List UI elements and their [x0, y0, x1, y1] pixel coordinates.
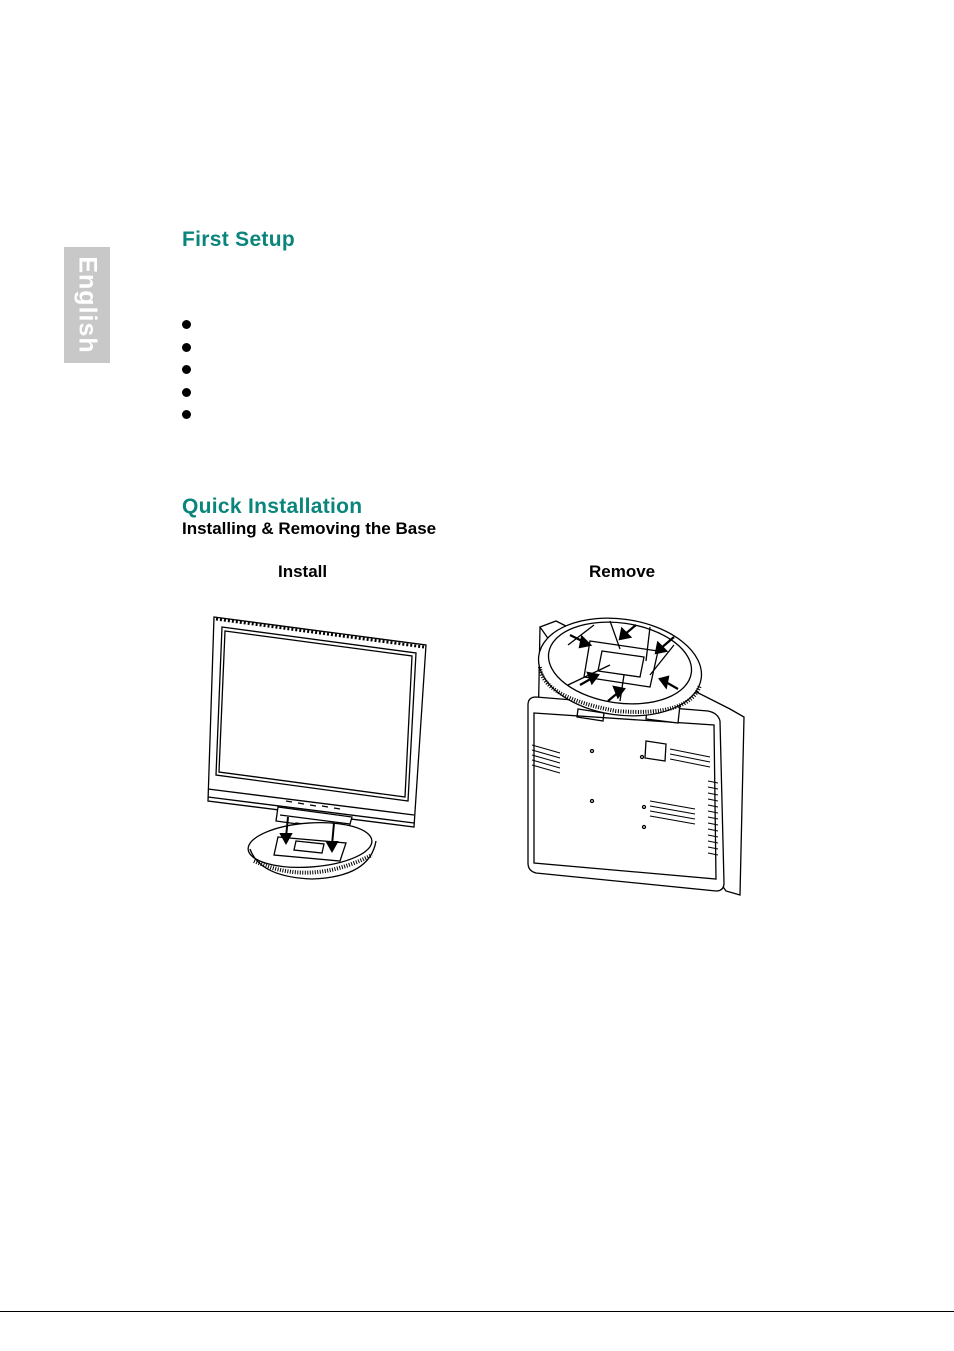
install-caption: Install: [278, 562, 328, 581]
install-illustration: [200, 605, 440, 895]
installing-removing-base-subheading: Installing & Removing the Base: [182, 519, 437, 538]
language-tab-label: English: [73, 256, 102, 354]
first-setup-heading: First Setup: [182, 228, 295, 251]
language-tab: [64, 247, 110, 363]
quick-installation-heading: Quick Installation: [182, 495, 363, 518]
remove-illustration: [520, 605, 750, 897]
remove-caption: Remove: [589, 562, 656, 581]
footer-rule: [0, 1311, 954, 1312]
